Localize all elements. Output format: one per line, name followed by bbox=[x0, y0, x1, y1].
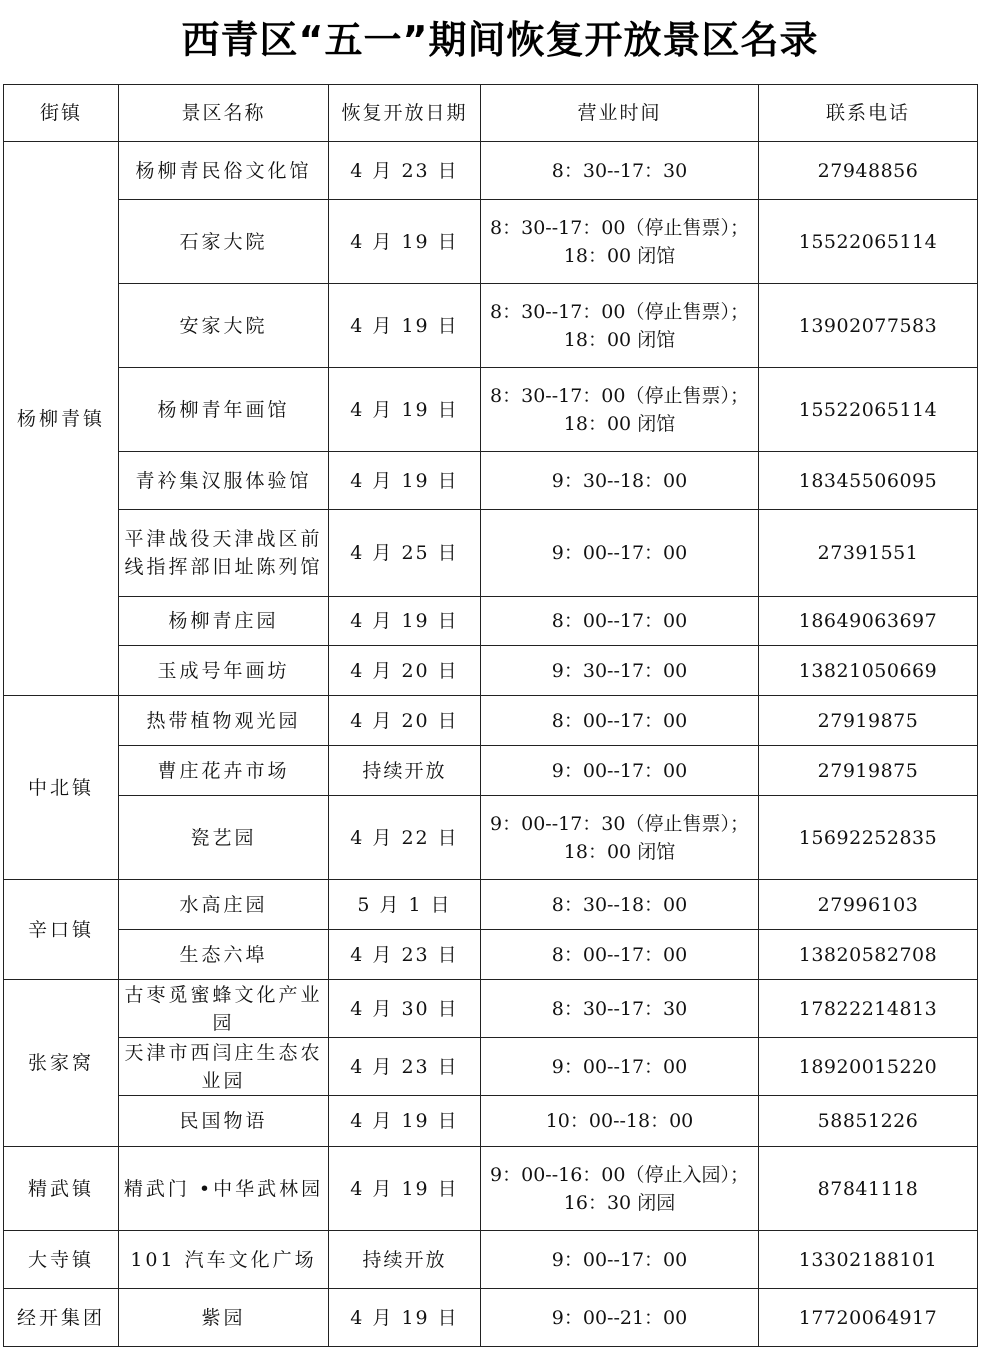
business-hours-cell: 9：00--17：00 bbox=[481, 510, 759, 597]
table-row bbox=[4, 1096, 978, 1147]
business-hours-cell: 8：30--17：00（停止售票）；18：00 闭馆 bbox=[481, 200, 759, 284]
table-row bbox=[4, 142, 978, 200]
business-hours-cell: 9：00--21：00 bbox=[481, 1289, 759, 1347]
business-hours-cell: 8：00--17：00 bbox=[481, 597, 759, 646]
phone-cell: 17822214813 bbox=[759, 980, 978, 1038]
reopen-date-cell: 4 月 23 日 bbox=[329, 142, 481, 200]
table-row bbox=[4, 597, 978, 646]
town-cell: 中北镇 bbox=[4, 696, 119, 880]
scenic-name-cell: 古枣觅蜜蜂文化产业园 bbox=[119, 980, 329, 1038]
scenic-name-cell: 安家大院 bbox=[119, 284, 329, 368]
scenic-name-cell: 杨柳青民俗文化馆 bbox=[119, 142, 329, 200]
table-row bbox=[4, 1038, 978, 1096]
business-hours-cell: 9：00--17：00 bbox=[481, 746, 759, 796]
table-row bbox=[4, 646, 978, 696]
reopen-date-cell: 4 月 20 日 bbox=[329, 646, 481, 696]
reopen-date-cell: 4 月 19 日 bbox=[329, 1289, 481, 1347]
table-row bbox=[4, 510, 978, 597]
business-hours-cell: 8：00--17：00 bbox=[481, 696, 759, 746]
phone-cell: 27996103 bbox=[759, 880, 978, 930]
scenic-name-cell: 石家大院 bbox=[119, 200, 329, 284]
table-header-row bbox=[4, 85, 978, 142]
scenic-name-cell: 天津市西闫庄生态农业园 bbox=[119, 1038, 329, 1096]
scenic-area-table bbox=[3, 84, 978, 1347]
table-row bbox=[4, 452, 978, 510]
table-row bbox=[4, 796, 978, 880]
header-date: 恢复开放日期 bbox=[329, 85, 481, 142]
table-row bbox=[4, 1289, 978, 1347]
scenic-name-cell: 瓷艺园 bbox=[119, 796, 329, 880]
header-hours: 营业时间 bbox=[481, 85, 759, 142]
phone-cell: 27919875 bbox=[759, 696, 978, 746]
business-hours-cell: 8：00--17：00 bbox=[481, 930, 759, 980]
reopen-date-cell: 4 月 19 日 bbox=[329, 452, 481, 510]
scenic-name-cell: 玉成号年画坊 bbox=[119, 646, 329, 696]
phone-cell: 17720064917 bbox=[759, 1289, 978, 1347]
reopen-date-cell: 持续开放 bbox=[329, 1231, 481, 1289]
scenic-name-cell: 曹庄花卉市场 bbox=[119, 746, 329, 796]
phone-cell: 13821050669 bbox=[759, 646, 978, 696]
phone-cell: 87841118 bbox=[759, 1147, 978, 1231]
phone-cell: 13902077583 bbox=[759, 284, 978, 368]
business-hours-cell: 8：30--17：00（停止售票）；18：00 闭馆 bbox=[481, 368, 759, 452]
town-cell: 辛口镇 bbox=[4, 880, 119, 980]
scenic-name-cell: 杨柳青年画馆 bbox=[119, 368, 329, 452]
scenic-name-cell: 101 汽车文化广场 bbox=[119, 1231, 329, 1289]
reopen-date-cell: 4 月 19 日 bbox=[329, 1147, 481, 1231]
scenic-name-cell: 生态六埠 bbox=[119, 930, 329, 980]
reopen-date-cell: 4 月 19 日 bbox=[329, 200, 481, 284]
phone-cell: 15522065114 bbox=[759, 200, 978, 284]
reopen-date-cell: 4 月 23 日 bbox=[329, 1038, 481, 1096]
town-cell: 精武镇 bbox=[4, 1147, 119, 1231]
phone-cell: 15522065114 bbox=[759, 368, 978, 452]
business-hours-cell: 8：30--18：00 bbox=[481, 880, 759, 930]
table-row bbox=[4, 1231, 978, 1289]
business-hours-cell: 10：00--18：00 bbox=[481, 1096, 759, 1147]
phone-cell: 27948856 bbox=[759, 142, 978, 200]
reopen-date-cell: 持续开放 bbox=[329, 746, 481, 796]
town-cell: 张家窝 bbox=[4, 980, 119, 1147]
business-hours-cell: 9：30--18：00 bbox=[481, 452, 759, 510]
scenic-name-cell: 平津战役天津战区前线指挥部旧址陈列馆 bbox=[119, 510, 329, 597]
scenic-name-cell: 水高庄园 bbox=[119, 880, 329, 930]
scenic-name-cell: 杨柳青庄园 bbox=[119, 597, 329, 646]
table-row bbox=[4, 368, 978, 452]
reopen-date-cell: 4 月 19 日 bbox=[329, 284, 481, 368]
reopen-date-cell: 4 月 30 日 bbox=[329, 980, 481, 1038]
phone-cell: 27391551 bbox=[759, 510, 978, 597]
scenic-name-cell: 热带植物观光园 bbox=[119, 696, 329, 746]
reopen-date-cell: 4 月 23 日 bbox=[329, 930, 481, 980]
town-cell: 杨柳青镇 bbox=[4, 142, 119, 696]
table-row bbox=[4, 1147, 978, 1231]
scenic-name-cell: 紫园 bbox=[119, 1289, 329, 1347]
scenic-name-cell: 民国物语 bbox=[119, 1096, 329, 1147]
scenic-name-cell: 青衿集汉服体验馆 bbox=[119, 452, 329, 510]
business-hours-cell: 9：00--16：00（停止入园）；16：30 闭园 bbox=[481, 1147, 759, 1231]
header-phone: 联系电话 bbox=[759, 85, 978, 142]
town-cell: 经开集团 bbox=[4, 1289, 119, 1347]
phone-cell: 18345506095 bbox=[759, 452, 978, 510]
table-body bbox=[4, 142, 978, 1347]
reopen-date-cell: 4 月 19 日 bbox=[329, 368, 481, 452]
phone-cell: 13302188101 bbox=[759, 1231, 978, 1289]
header-town: 街镇 bbox=[4, 85, 119, 142]
phone-cell: 27919875 bbox=[759, 746, 978, 796]
phone-cell: 15692252835 bbox=[759, 796, 978, 880]
reopen-date-cell: 4 月 22 日 bbox=[329, 796, 481, 880]
table-row bbox=[4, 746, 978, 796]
reopen-date-cell: 4 月 19 日 bbox=[329, 1096, 481, 1147]
phone-cell: 13820582708 bbox=[759, 930, 978, 980]
page-title: 西青区“五一”期间恢复开放景区名录 bbox=[181, 18, 819, 62]
reopen-date-cell: 4 月 19 日 bbox=[329, 597, 481, 646]
table-row bbox=[4, 880, 978, 930]
table-row bbox=[4, 930, 978, 980]
phone-cell: 18649063697 bbox=[759, 597, 978, 646]
table-row bbox=[4, 696, 978, 746]
reopen-date-cell: 4 月 25 日 bbox=[329, 510, 481, 597]
scenic-name-cell: 精武门 •中华武林园 bbox=[119, 1147, 329, 1231]
business-hours-cell: 8：30--17：30 bbox=[481, 142, 759, 200]
business-hours-cell: 9：00--17：30（停止售票）；18：00 闭馆 bbox=[481, 796, 759, 880]
business-hours-cell: 8：30--17：30 bbox=[481, 980, 759, 1038]
reopen-date-cell: 4 月 20 日 bbox=[329, 696, 481, 746]
business-hours-cell: 8：30--17：00（停止售票）；18：00 闭馆 bbox=[481, 284, 759, 368]
table-row bbox=[4, 980, 978, 1038]
business-hours-cell: 9：00--17：00 bbox=[481, 1231, 759, 1289]
table-row bbox=[4, 200, 978, 284]
town-cell: 大寺镇 bbox=[4, 1231, 119, 1289]
business-hours-cell: 9：30--17：00 bbox=[481, 646, 759, 696]
phone-cell: 58851226 bbox=[759, 1096, 978, 1147]
business-hours-cell: 9：00--17：00 bbox=[481, 1038, 759, 1096]
header-name: 景区名称 bbox=[119, 85, 329, 142]
reopen-date-cell: 5 月 1 日 bbox=[329, 880, 481, 930]
table-row bbox=[4, 284, 978, 368]
phone-cell: 18920015220 bbox=[759, 1038, 978, 1096]
